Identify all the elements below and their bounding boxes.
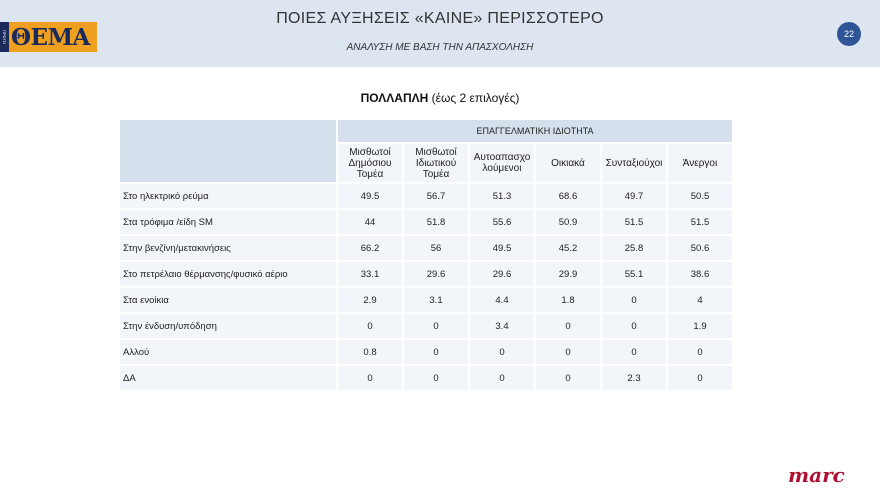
table-cell-value: 0 [668, 340, 732, 364]
column-header-line: Συνταξιούχοι [605, 157, 663, 169]
table-cell-value: 0 [338, 314, 402, 338]
row-label: Στην ένδυση/υπόδηση [120, 314, 336, 338]
column-header-line: Άνεργοι [682, 157, 718, 169]
table-row [120, 262, 732, 286]
table-cell-value: 0.8 [338, 340, 402, 364]
table-cell-value: 1.9 [668, 314, 732, 338]
table-cell-value: 4 [668, 288, 732, 312]
table-cell-value: 55.1 [602, 262, 666, 286]
table-cell-value: 0 [602, 288, 666, 312]
row-label: Στο ηλεκτρικό ρεύμα [120, 184, 336, 208]
column-header [404, 144, 468, 182]
table-cell-value: 44 [338, 210, 402, 234]
table-cell-value: 45.2 [536, 236, 600, 260]
table-cell-value: 50.6 [668, 236, 732, 260]
column-header-line: λούμενοι [482, 163, 522, 174]
table-cell-value: 0 [668, 366, 732, 390]
table-corner-cell [120, 120, 336, 182]
table-cell-value: 0 [338, 366, 402, 390]
row-label: Στα ενοίκια [120, 288, 336, 312]
row-label: Αλλού [120, 340, 336, 364]
table-cell-value: 3.1 [404, 288, 468, 312]
table-cell-value: 25.8 [602, 236, 666, 260]
table-cell-value: 33.1 [338, 262, 402, 286]
table-cell-value: 1.8 [536, 288, 600, 312]
table-cell-value: 50.9 [536, 210, 600, 234]
row-label: ΔΑ [120, 366, 336, 390]
table-row [120, 366, 732, 390]
table-cell-value: 29.9 [536, 262, 600, 286]
table-row [120, 184, 732, 208]
row-label: Στην βενζίνη/μετακινήσεις [120, 236, 336, 260]
column-header-line: Μισθωτοί [415, 146, 457, 158]
table-cell-value: 55.6 [470, 210, 534, 234]
column-header [470, 144, 534, 182]
table-cell-value: 51.8 [404, 210, 468, 234]
table-cell-value: 0 [470, 340, 534, 364]
results-table [118, 118, 734, 392]
column-header [338, 144, 402, 182]
logo-side-label: ΠΡΩΤΟ [0, 22, 9, 52]
column-header [536, 144, 600, 182]
table-cell-value: 0 [404, 314, 468, 338]
table-cell-value: 3.4 [470, 314, 534, 338]
table-row [120, 340, 732, 364]
table-cell-value: 51.5 [602, 210, 666, 234]
row-label: Στα τρόφιμα /είδη SM [120, 210, 336, 234]
group-header: ΕΠΑΓΓΕΛΜΑΤΙΚΗ ΙΔΙΟΤΗΤΑ [338, 120, 732, 142]
question-type-bold: ΠΟΛΛΑΠΛΗ [360, 91, 429, 105]
table-cell-value: 0 [602, 314, 666, 338]
table-cell-value: 68.6 [536, 184, 600, 208]
table-cell-value: 66.2 [338, 236, 402, 260]
column-header-line: Ιδιωτικού [415, 157, 457, 169]
table-cell-value: 50.5 [668, 184, 732, 208]
table-cell-value: 29.6 [404, 262, 468, 286]
table-cell-value: 49.5 [470, 236, 534, 260]
table-row [120, 236, 732, 260]
column-header-line: Μισθωτοί [349, 146, 391, 158]
page-title: ΠΟΙΕΣ ΑΥΞΗΣΕΙΣ «ΚΑΙΝΕ» ΠΕΡΙΣΣΟΤΕΡΟ [276, 10, 604, 27]
table-cell-value: 4.4 [470, 288, 534, 312]
column-header-line: Αυτοαπασχο [473, 152, 531, 163]
table-body [120, 184, 732, 390]
table-cell-value: 0 [536, 366, 600, 390]
question-type-note: (έως 2 επιλογές) [428, 91, 520, 105]
table-row [120, 210, 732, 234]
table-cell-value: 51.5 [668, 210, 732, 234]
page-number-badge: 22 [837, 22, 861, 46]
logo [0, 22, 97, 52]
header-bar [0, 0, 880, 67]
logo-text: ΘΕΜΑ [11, 23, 90, 51]
column-header-line: Τομέα [356, 168, 384, 180]
table-cell-value: 56.7 [404, 184, 468, 208]
table-cell-value: 56 [404, 236, 468, 260]
column-header [602, 144, 666, 182]
table-cell-value: 2.9 [338, 288, 402, 312]
table-cell-value: 0 [536, 314, 600, 338]
table-row [120, 314, 732, 338]
table-cell-value: 29.6 [470, 262, 534, 286]
column-header-line: Δημόσιου [348, 157, 392, 169]
table-cell-value: 0 [470, 366, 534, 390]
table-cell-value: 0 [536, 340, 600, 364]
table-cell-value: 51.3 [470, 184, 534, 208]
page-subtitle: ΑΝΑΛΥΣΗ ΜΕ ΒΑΣΗ ΤΗΝ ΑΠΑΣΧΟΛΗΣΗ [346, 42, 534, 53]
question-type [200, 91, 680, 105]
table-row [120, 288, 732, 312]
table-cell-value: 2.3 [602, 366, 666, 390]
column-header [668, 144, 732, 182]
table-cell-value: 0 [404, 366, 468, 390]
table-cell-value: 38.6 [668, 262, 732, 286]
table-cell-value: 0 [602, 340, 666, 364]
table-cell-value: 49.5 [338, 184, 402, 208]
column-header-line: Τομέα [422, 168, 450, 180]
table-group-header-row [120, 120, 732, 142]
row-label: Στο πετρέλαιο θέρμανσης/φυσικό αέριο [120, 262, 336, 286]
table-cell-value: 49.7 [602, 184, 666, 208]
table-cell-value: 0 [404, 340, 468, 364]
column-header-line: Οικιακά [551, 157, 585, 169]
brand-logo: marc [788, 463, 845, 487]
